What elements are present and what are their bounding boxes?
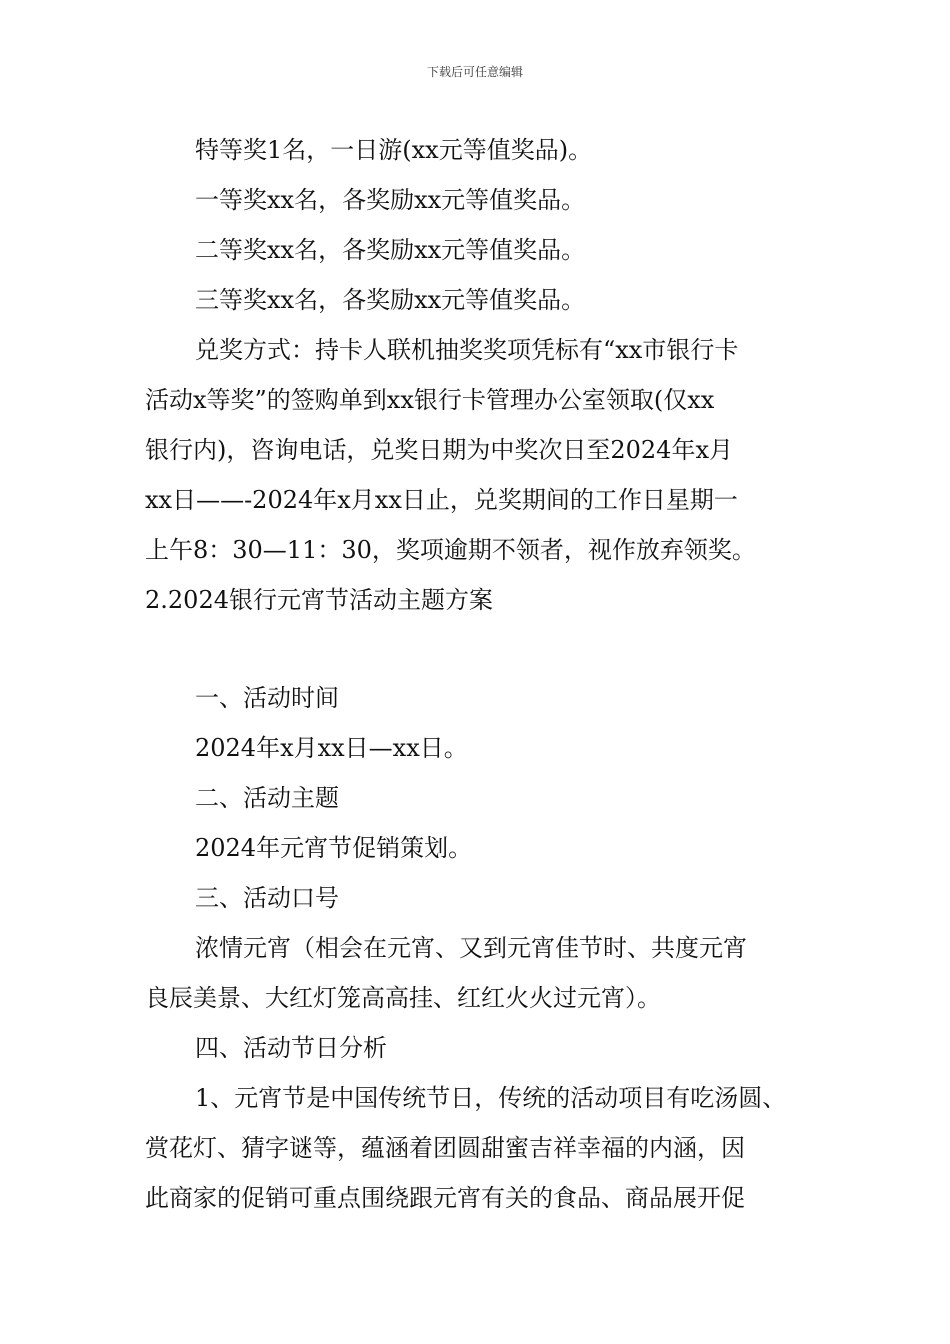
prize-line-special: 特等奖1名，一日游(xx元等值奖品)。 [195, 136, 593, 164]
prize-line-third: 三等奖xx名，各奖励xx元等值奖品。 [195, 286, 586, 314]
heading-activity-slogan: 三、活动口号 [195, 884, 339, 912]
blank-line [145, 625, 813, 673]
activity-theme-text: 2024年元宵节促销策划。 [195, 834, 473, 862]
slogan-paragraph-line: 浓情元宵（相会在元宵、又到元宵佳节时、共度元宵 [195, 934, 747, 962]
analysis-paragraph-line: 1、元宵节是中国传统节日，传统的活动项目有吃汤圆、 [195, 1084, 787, 1112]
activity-time-text: 2024年x月xx日—xx日。 [195, 734, 468, 762]
analysis-paragraph-line: 赏花灯、猜字谜等，蕴涵着团圆甜蜜吉祥幸福的内涵，因 [145, 1134, 745, 1162]
redeem-paragraph-line: xx日——-2024年x月xx日止，兑奖期间的工作日星期一 [145, 486, 738, 514]
redeem-paragraph-line: 上午8：30—11：30，奖项逾期不领者，视作放弃领奖。 [145, 536, 756, 564]
prize-line-first: 一等奖xx名，各奖励xx元等值奖品。 [195, 186, 586, 214]
document-body [145, 125, 813, 1223]
heading-activity-theme: 二、活动主题 [195, 784, 339, 812]
prize-line-second: 二等奖xx名，各奖励xx元等值奖品。 [195, 236, 586, 264]
section-title: 2.2024银行元宵节活动主题方案 [145, 586, 493, 614]
redeem-paragraph-line: 兑奖方式：持卡人联机抽奖奖项凭标有“xx市银行卡 [195, 336, 739, 364]
redeem-paragraph-line: 银行内)，咨询电话，兑奖日期为中奖次日至2024年x月 [145, 436, 733, 464]
analysis-paragraph-line: 此商家的促销可重点围绕跟元宵有关的食品、商品展开促 [145, 1184, 745, 1212]
heading-activity-time: 一、活动时间 [195, 684, 339, 712]
page-header: 下载后可任意编辑 [426, 65, 523, 79]
redeem-paragraph-line: 活动x等奖”的签购单到xx银行卡管理办公室领取(仅xx [145, 386, 715, 414]
heading-holiday-analysis: 四、活动节日分析 [195, 1034, 387, 1062]
slogan-paragraph-line: 良辰美景、大红灯笼高高挂、红红火火过元宵）。 [145, 984, 661, 1012]
